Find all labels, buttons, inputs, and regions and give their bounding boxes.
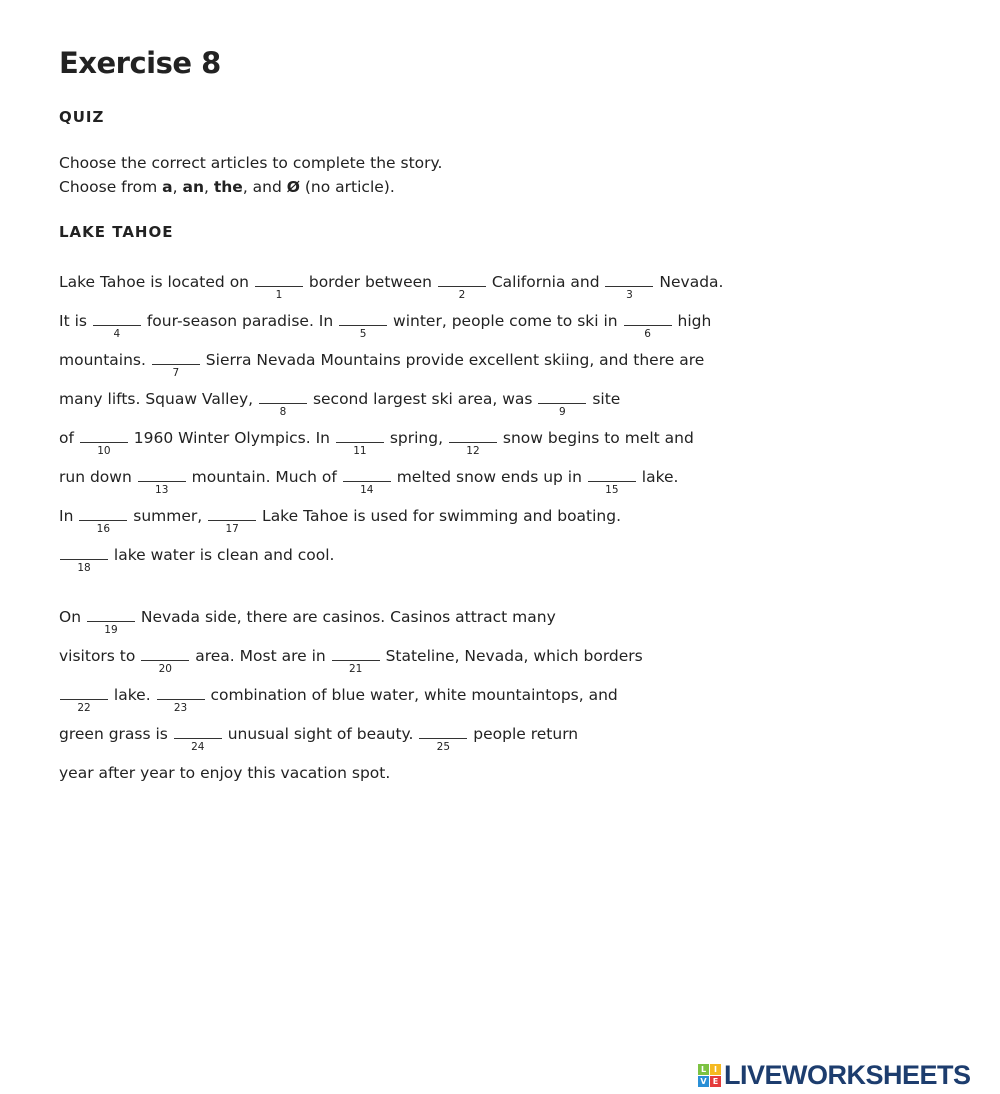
blank-number: 15 [605,484,619,496]
article-option: an [182,178,204,196]
answer-blank-21[interactable] [332,646,380,675]
answer-blank-8[interactable] [259,389,307,418]
logo-tile: E [710,1076,721,1087]
instruction-line-2 [59,175,442,199]
story-text-segment: high [672,312,712,330]
story-line [59,754,723,793]
answer-blank-23[interactable] [157,685,205,714]
story-text-segment: Lake Tahoe is used for swimming and boating. [257,507,622,525]
article-option: the [213,178,243,196]
logo-tile: V [698,1076,709,1087]
blank-number: 24 [191,741,205,753]
story-text-segment: California and [486,273,605,291]
answer-blank-1[interactable] [255,272,303,301]
blank-number: 4 [113,328,121,340]
page-title: Exercise 8 [59,46,221,80]
answer-blank-11[interactable] [336,428,384,457]
story-title: LAKE TAHOE [59,223,174,241]
story-line [59,458,723,497]
instructions [59,151,442,199]
blank-number: 2 [458,289,466,301]
story-text-segment: visitors to [59,647,141,665]
answer-blank-15[interactable] [588,467,636,496]
blank-number: 11 [353,445,367,457]
answer-blank-6[interactable] [624,311,672,340]
blank-number: 3 [626,289,633,301]
story-line [59,497,723,536]
blank-number: 12 [466,445,480,457]
answer-blank-14[interactable] [343,467,391,496]
answer-blank-4[interactable] [93,311,141,340]
story-line [59,536,723,575]
story-text-segment: Nevada side, there are casinos. Casinos attract many [135,608,556,626]
answer-blank-12[interactable] [449,428,497,457]
answer-blank-17[interactable] [208,506,256,535]
blank-number: 7 [172,367,180,379]
story-text-segment: people return [468,725,579,743]
answer-blank-20[interactable] [141,646,189,675]
story-paragraph [59,263,723,575]
logo-text: LIVEWORKSHEETS [724,1060,971,1090]
instruction-text: , [203,178,214,196]
story-text-segment: winter, people come to ski in [388,312,623,330]
story-text-segment: Lake Tahoe is located on [59,273,254,291]
blank-number: 1 [275,289,283,301]
logo-tile: I [710,1064,721,1075]
story-text-segment: melted snow ends up in [391,468,587,486]
story-text-segment: lake. [109,686,156,704]
blank-number: 13 [155,484,169,496]
answer-blank-18[interactable] [60,545,108,574]
blank-number: 10 [97,445,111,457]
instruction-line-1: Choose the correct articles to complete the story. [59,154,443,172]
answer-blank-7[interactable] [152,350,200,379]
story-text-segment: summer, [128,507,208,525]
story-text-segment: It is [59,312,92,330]
instruction-text: Choose from [59,178,163,196]
answer-blank-13[interactable] [138,467,186,496]
story-text-segment: lake water is clean and cool. [109,546,335,564]
blank-number: 6 [644,328,651,340]
story-text-segment: run down [59,468,137,486]
blank-number: 8 [279,406,287,418]
story-text-segment: snow begins to melt and [497,429,694,447]
answer-blank-19[interactable] [87,607,135,636]
story-text-segment: of [59,429,79,447]
blank-number: 18 [77,562,91,574]
story-text-segment: year after year to enjoy this vacation spot. [59,764,391,782]
answer-blank-5[interactable] [339,311,387,340]
answer-blank-24[interactable] [174,724,222,753]
article-option: a [162,178,173,196]
answer-blank-10[interactable] [80,428,128,457]
story-line [59,598,723,637]
story-text-segment: spring, [384,429,448,447]
story-text-segment: Nevada. [654,273,724,291]
story-text-segment: four-season paradise. In [141,312,339,330]
story-line [59,419,723,458]
instruction-text: (no article). [299,178,395,196]
blank-number: 17 [225,523,239,535]
blank-number: 14 [360,484,374,496]
story-text-segment: area. Most are in [190,647,331,665]
story-line [59,302,723,341]
answer-blank-9[interactable] [538,389,586,418]
article-option: Ø [286,178,300,196]
answer-blank-3[interactable] [605,272,653,301]
blank-number: 19 [104,624,118,636]
answer-blank-2[interactable] [438,272,486,301]
section-label: QUIZ [59,108,105,126]
story-line [59,263,723,302]
story-text-segment: On [59,608,86,626]
story-text-segment: green grass is [59,725,173,743]
answer-blank-16[interactable] [79,506,127,535]
story-line [59,380,723,419]
story-text-segment: second largest ski area, was [308,390,538,408]
story-text-segment: mountain. Much of [186,468,342,486]
story-text-segment: site [587,390,621,408]
story-text-segment: mountains. [59,351,151,369]
instruction-text: , and [242,178,287,196]
instruction-text: , [172,178,183,196]
liveworksheets-logo [698,1060,971,1091]
story-line [59,676,723,715]
story-text-segment: many lifts. Squaw Valley, [59,390,259,408]
blank-number: 20 [158,663,172,675]
story-line [59,637,723,676]
story-text-segment: border between [303,273,437,291]
story-text [59,263,723,793]
story-text-segment: In [59,507,79,525]
blank-number: 5 [359,328,367,340]
blank-number: 16 [96,523,111,535]
story-text-segment: 1960 Winter Olympics. In [128,429,335,447]
answer-blank-25[interactable] [419,724,467,753]
blank-number: 22 [77,702,91,714]
story-text-segment: combination of blue water, white mountaintops, and [205,686,618,704]
blank-number: 23 [173,702,188,714]
story-text-segment: Sierra Nevada Mountains provide excellent skiing, and there are [200,351,705,369]
story-text-segment: lake. [636,468,679,486]
logo-tiles-icon [698,1064,721,1087]
story-text-segment: Stateline, Nevada, which borders [380,647,643,665]
answer-blank-22[interactable] [60,685,108,714]
story-line [59,715,723,754]
story-line [59,341,723,380]
blank-number: 21 [348,663,363,675]
logo-tile: L [698,1064,709,1075]
blank-number: 25 [436,741,451,753]
blank-number: 9 [559,406,566,418]
story-paragraph [59,598,723,793]
story-text-segment: unusual sight of beauty. [222,725,419,743]
